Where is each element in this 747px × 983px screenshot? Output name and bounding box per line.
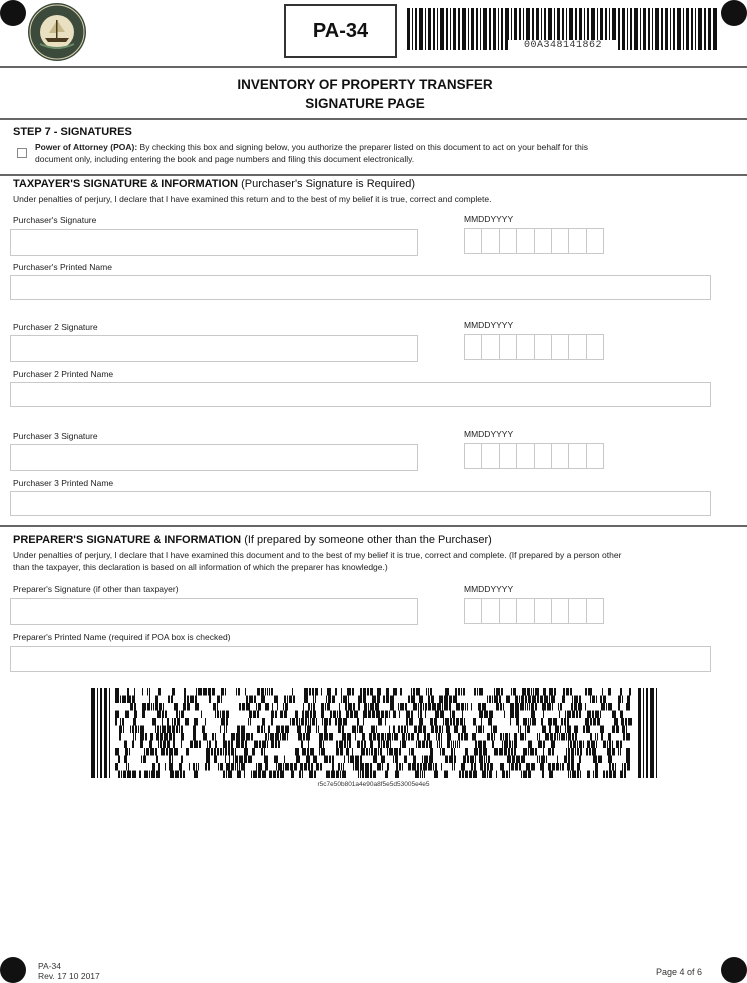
poa-label: Power of Attorney (POA): [35, 142, 138, 152]
purchaser-2-signature-label: Purchaser 2 Signature [13, 322, 98, 332]
registration-mark-top-right [721, 0, 747, 26]
purchaser-2-date-field[interactable] [464, 334, 604, 360]
poa-description: By checking this box and signing below, you authorize the preparer listed on this document to act on your behalf for this [139, 142, 588, 152]
purchaser-3-signature-field[interactable] [10, 444, 418, 471]
state-seal-icon [27, 2, 87, 62]
purchaser-3-name-label: Purchaser 3 Printed Name [13, 478, 114, 488]
poa-checkbox[interactable] [17, 148, 27, 158]
poa-text [35, 142, 735, 153]
form-title: INVENTORY OF PROPERTY TRANSFER [237, 77, 493, 92]
footer-form-id: PA-34 [38, 961, 61, 971]
preparer-signature-label: Preparer's Signature (if other than taxpayer) [13, 584, 179, 594]
registration-mark-bottom-right [721, 957, 747, 983]
poa-text-line2: document only, including entering the book and page numbers and filing this document electronically. [35, 154, 415, 164]
bottom-barcode-text: r5c7e50b801a4e90a8f5e5d53005e4e5 [317, 781, 430, 788]
preparer-signature-field[interactable] [10, 598, 418, 625]
purchaser-3-signature-label: Purchaser 3 Signature [13, 431, 98, 441]
taxpayer-heading [13, 178, 415, 190]
purchaser-3-date-field[interactable] [464, 443, 604, 469]
title-divider [0, 118, 747, 120]
purchaser-3-name-field[interactable] [10, 491, 711, 516]
purchaser-2-name-label: Purchaser 2 Printed Name [13, 369, 114, 379]
purchaser-1-signature-label: Purchaser's Signature [13, 215, 97, 225]
purchaser-2-name-field[interactable] [10, 382, 711, 407]
registration-mark-bottom-left [0, 957, 26, 983]
taxpayer-penalty-statement: Under penalties of perjury, I declare that I have examined this return and to the best of my belief it is true, correct and complete. [13, 194, 492, 204]
preparer-heading-title: PREPARER'S SIGNATURE & INFORMATION [13, 534, 242, 546]
preparer-heading [13, 534, 492, 546]
footer-page-number: Page 4 of 6 [656, 967, 703, 977]
step7-heading: STEP 7 - SIGNATURES [13, 126, 132, 138]
purchaser-2-date-label: MMDDYYYY [464, 320, 514, 330]
purchaser-3-date-label: MMDDYYYY [464, 429, 514, 439]
taxpayer-heading-title: TAXPAYER'S SIGNATURE & INFORMATION [13, 178, 239, 190]
step7-divider [0, 174, 747, 176]
preparer-heading-note: (If prepared by someone other than the Purchaser) [244, 534, 492, 546]
preparer-date-field[interactable] [464, 598, 604, 624]
form-id-box: PA-34 [284, 4, 397, 58]
preparer-name-label: Preparer's Printed Name (required if POA box is checked) [13, 632, 231, 642]
purchaser-1-name-field[interactable] [10, 275, 711, 300]
preparer-name-field[interactable] [10, 646, 711, 672]
purchaser-1-date-field[interactable] [464, 228, 604, 254]
preparer-penalty-line2: than the taxpayer, this declaration is based on all information of which the preparer has knowledge.) [13, 562, 388, 572]
top-barcode-number: 00A348141862 [508, 40, 618, 52]
preparer-date-label: MMDDYYYY [464, 584, 514, 594]
taxpayer-heading-note: (Purchaser's Signature is Required) [241, 178, 416, 190]
purchaser-1-date-label: MMDDYYYY [464, 214, 514, 224]
taxpayer-divider [0, 525, 747, 527]
registration-mark-top-left [0, 0, 26, 26]
purchaser-1-signature-field[interactable] [10, 229, 418, 256]
preparer-penalty-line1: Under penalties of perjury, I declare that I have examined this document and to the best of my belief it is true, correct and complete. (If prepared by a person other [13, 550, 622, 560]
purchaser-2-signature-field[interactable] [10, 335, 418, 362]
form-subtitle: SIGNATURE PAGE [305, 96, 425, 111]
purchaser-1-name-label: Purchaser's Printed Name [13, 262, 112, 272]
bottom-barcode [91, 688, 657, 778]
footer-revision: Rev. 17 10 2017 [38, 971, 100, 981]
header-divider [0, 66, 747, 68]
